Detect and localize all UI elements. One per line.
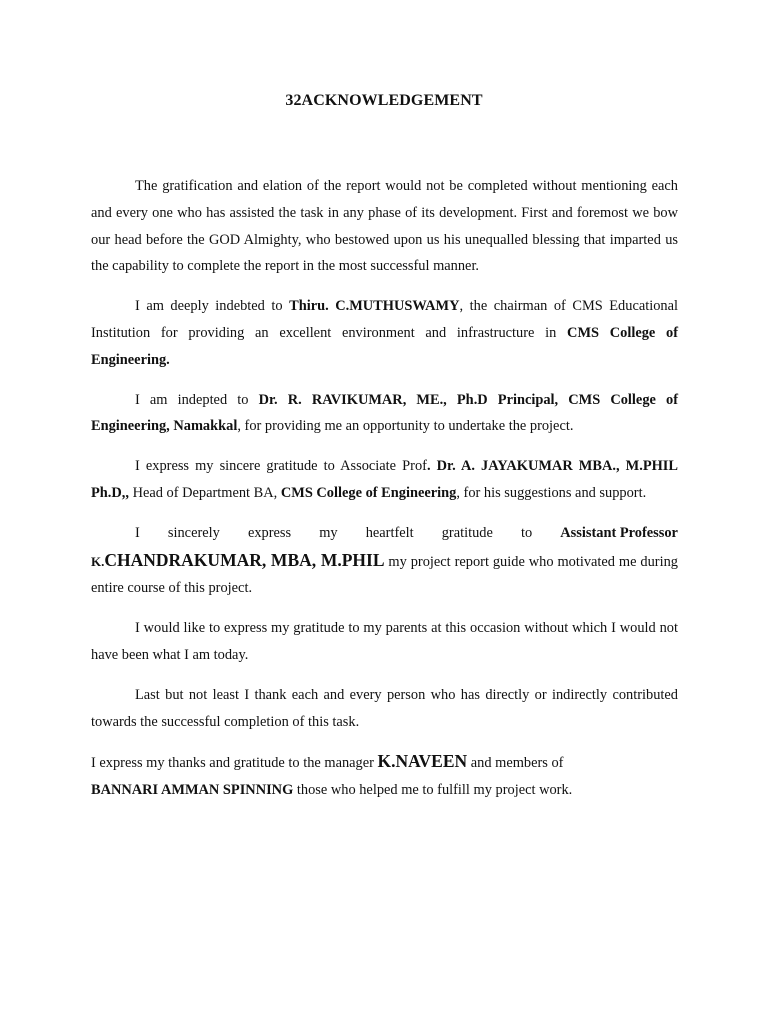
- guide-rest: [91, 547, 678, 603]
- document-body: [91, 173, 678, 817]
- paragraph-text: I would like to express my gratitude to my parents at this occasion without which I would not have been what I am today.: [91, 620, 678, 663]
- guide-role: Assistant Professor: [560, 524, 678, 541]
- paragraph-hod: [91, 453, 678, 507]
- text-segment: I am indepted to: [135, 391, 259, 408]
- paragraph-principal: [91, 387, 678, 441]
- word: heartfelt: [365, 524, 414, 541]
- word: to: [520, 524, 533, 541]
- company-name: BANNARI AMMAN SPINNING: [91, 782, 294, 799]
- paragraph-everyone: [91, 682, 678, 736]
- paragraph-text: The gratification and elation of the report would not be completed without mentioning each and every one who has assisted the task in any phase of its development. First and foremost we bow our head before the GOD Almighty, who bestowed upon us his unequalled blessing that imparted us the capability to complete the report in the most successful manner.: [91, 178, 678, 275]
- guide-initial: K.: [91, 553, 105, 569]
- guide-first-line: [91, 520, 678, 547]
- guide-name: CHANDRAKUMAR, MBA, M.PHIL: [104, 549, 385, 570]
- text-segment: , for his suggestions and support.: [456, 484, 647, 501]
- page-title: 32ACKNOWLEDGEMENT: [285, 92, 483, 109]
- text-segment: my project report guide who motivated me during entire course of this project.: [91, 553, 678, 597]
- paragraph-chairman: [91, 293, 678, 373]
- principal-name: Dr. R. RAVIKUMAR, ME., Ph.D Principal, CMS College of Engineering, Namakkal: [91, 391, 678, 435]
- word: my: [319, 524, 338, 541]
- text-segment: those who helped me to fulfill my project work.: [293, 782, 573, 799]
- paragraph-parents: [91, 615, 678, 669]
- hod-name: . Dr. A. JAYAKUMAR MBA., M.PHIL Ph.D,,: [91, 458, 679, 501]
- paragraph-text: Last but not least I thank each and every person who has directly or indirectly contributed towards the successful completion of this task.: [91, 686, 678, 730]
- text-segment: , for providing me an opportunity to undertake the project.: [237, 418, 574, 435]
- text-segment: Head of Department BA,: [128, 484, 281, 501]
- word: gratitude: [441, 524, 493, 541]
- word: sincerely: [167, 524, 220, 541]
- word: express: [247, 524, 292, 541]
- text-segment: I express my sincere gratitude to Associate Prof: [135, 458, 427, 475]
- paragraph-guide: [91, 520, 678, 602]
- word: I: [135, 524, 140, 541]
- text-segment: I express my thanks and gratitude to the manager: [91, 755, 378, 772]
- text-segment: and members of: [467, 755, 564, 772]
- manager-name: K.NAVEEN: [377, 751, 468, 772]
- paragraph-gratification: [91, 173, 678, 280]
- text-segment: I am deeply indebted to: [135, 298, 290, 315]
- text-segment: , the chairman of CMS Educational Institution for providing an excellent environment and infrastructure in: [91, 298, 678, 341]
- chairman-name: Thiru. C.MUTHUSWAMY: [289, 298, 460, 315]
- college-name: CMS College of Engineering: [280, 484, 457, 501]
- paragraph-manager: [91, 748, 678, 804]
- college-name: CMS College of Engineering.: [91, 324, 678, 368]
